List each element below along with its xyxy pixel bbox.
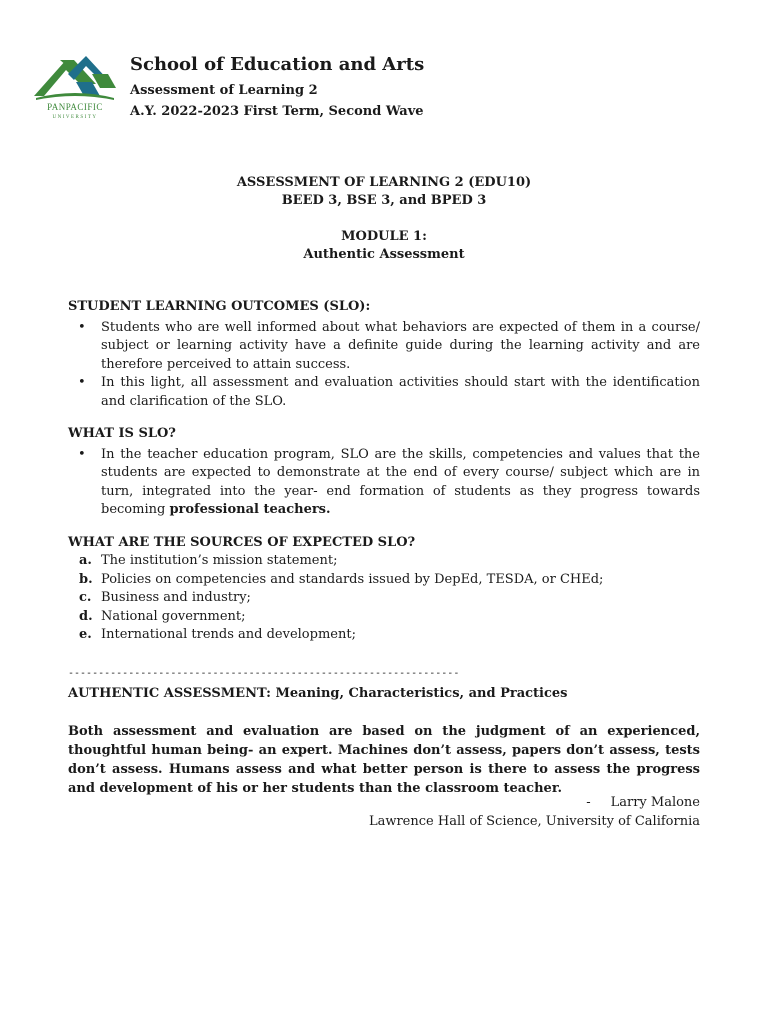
- university-logo: [30, 54, 120, 124]
- quote-attribution: [586, 795, 700, 810]
- course-title-block: [0, 174, 768, 210]
- slo-heading: STUDENT LEARNING OUTCOMES (SLO):: [68, 299, 371, 314]
- list-marker: b.: [79, 571, 93, 587]
- list-item-text: International trends and development;: [101, 627, 356, 642]
- list-item: [68, 552, 700, 571]
- malone-quote: Both assessment and evaluation are based on the judgment of an experienced, thoughtful human being- an expert. Machines don’t assess, papers don’t assess, tests don’t assess. Humans assess and what better person is there to assess the progress and development of his or her students than the classroom teacher.: [68, 724, 700, 796]
- authentic-assessment-heading: AUTHENTIC ASSESSMENT: Meaning, Characteristics, and Practices: [68, 686, 568, 701]
- course-programs: BEED 3, BSE 3, and BPED 3: [281, 193, 487, 208]
- module-number: MODULE 1:: [341, 229, 427, 244]
- list-item: [68, 626, 700, 645]
- list-marker: c.: [79, 590, 92, 605]
- list-item: • In this light, all assessment and evaluation activities should start with the identification and clarification of the SLO.: [68, 374, 700, 411]
- term-subtitle: A.Y. 2022-2023 First Term, Second Wave: [130, 104, 424, 119]
- sources-heading: WHAT ARE THE SOURCES OF EXPECTED SLO?: [68, 534, 416, 550]
- slo-section: [68, 298, 700, 411]
- module-title-block: [0, 228, 768, 264]
- list-item: [68, 589, 700, 608]
- list-marker: e.: [79, 627, 92, 642]
- school-name: School of Education and Arts: [130, 54, 425, 75]
- logo-text-sub: UNIVERSITY: [52, 115, 98, 120]
- list-item-text: The institution’s mission statement;: [101, 553, 338, 568]
- sources-list: [68, 552, 700, 645]
- attribution-dash: -: [586, 795, 591, 810]
- list-marker: a.: [79, 553, 92, 568]
- section-divider: -----------------------------------------------------------------: [68, 668, 460, 679]
- slo-list: [68, 319, 700, 412]
- list-item: • Students who are well informed about what behaviors are expected of them in a course/ subject or learning activity have a definite guide during the learning activity and are therefore perceived to attain success.: [68, 319, 700, 375]
- slo-definition-bold: professional teachers.: [169, 502, 331, 517]
- list-item-text: Business and industry;: [101, 590, 251, 605]
- list-item: [68, 571, 700, 590]
- list-item-text: National government;: [101, 608, 246, 624]
- attribution-organization: Lawrence Hall of Science, University of California: [368, 814, 700, 829]
- panpacific-logo-icon: [30, 54, 120, 124]
- main-content: [68, 298, 700, 645]
- what-is-slo-heading: WHAT IS SLO?: [68, 426, 176, 441]
- sources-section: [68, 534, 700, 645]
- list-item-text: Policies on competencies and standards issued by DepEd, TESDA, or CHEd;: [101, 571, 604, 587]
- attribution-name: Larry Malone: [610, 795, 700, 810]
- list-item: [68, 446, 700, 520]
- logo-text-main: PANPACIFIC: [47, 102, 103, 112]
- list-item: [68, 608, 700, 627]
- what-is-slo-list: [68, 446, 700, 520]
- course-title: ASSESSMENT OF LEARNING 2 (EDU10): [236, 175, 532, 190]
- slo-definition-text: In the teacher education program, SLO are the skills, competencies and values that the students are expected to demonstrate at the end of every course/ subject which are in turn, integrated into the year- end formation of students as they progress towards becoming: [101, 446, 700, 517]
- what-is-slo-section: [68, 425, 700, 520]
- list-marker: d.: [79, 608, 93, 624]
- module-title: Authentic Assessment: [303, 247, 465, 262]
- course-subtitle: Assessment of Learning 2: [130, 83, 318, 98]
